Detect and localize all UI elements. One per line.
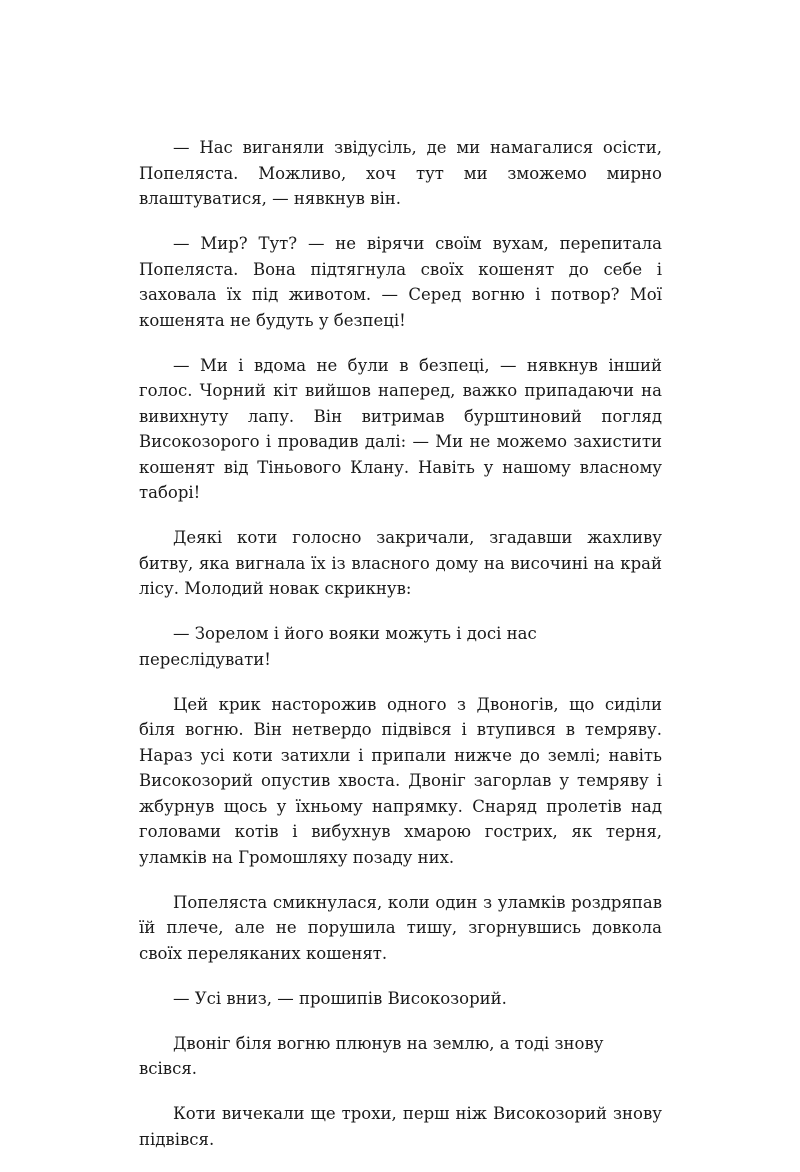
paragraph-2: — Мир? Тут? — не вірячи своїм вухам, перепитала Попеляста. Вона підтягнула своїх кошенят до себе і заховала їх під животом. — Серед вогню і потвор? Мої кошенята не будуть у безпеці! [139,234,662,330]
paragraph-3: — Ми і вдома не були в безпеці, — нявкнув інший голос. Чорний кіт вийшов наперед, важко припадаючи на вивихнуту лапу. Він витримав бурштиновий погляд Високозорого і провадив далі: — Ми не можемо захистити кошенят від Тіньового Клану. Навіть у нашому власному таборі! [139,355,662,502]
paragraph-8: — Усі вниз, — прошипів Високозорий. [173,988,507,1008]
paragraph-7: Попеляста смикнулася, коли один з уламків роздряпав їй плече, але не порушила тишу, згорнувшись довкола своїх переляканих кошенят. [139,892,662,963]
paragraph-1: — Нас виганяли звідусіль, де ми намагалися осісти, Попеляста. Можливо, хоч тут ми зможемо мирно влаштуватися, — нявкнув він. [139,138,662,208]
paragraph-9: Двоніг біля вогню плюнув на землю, а тоді знову всівся. [139,1033,604,1078]
paragraph-10: Коти вичекали ще трохи, перш ніж Високозорий знову підвівся. [139,1104,662,1149]
paragraph-6: Цей крик насторожив одного з Двоногів, що сиділи біля вогню. Він нетвердо підвівся і втупився в темряву. Нараз усі коти затихли і припали нижче до землі; навіть Високозорий опустив хвоста. Двоніг загорлав у темряву і жбурнув щось у їхньому напрямку. Снаряд пролетів над головами котів і вибухнув хмарою гострих, як терня, уламків на Громошляху позаду них. [139,694,662,867]
paragraph-5: — Зорелом і його вояки можуть і досі нас переслідувати! [139,624,537,669]
document-page [139,135,662,1172]
paragraph-4: Деякі коти голосно закричали, згадавши жахливу битву, яка вигнала їх із власного дому на височині на край лісу. Молодий новак скрикнув: [139,528,662,598]
